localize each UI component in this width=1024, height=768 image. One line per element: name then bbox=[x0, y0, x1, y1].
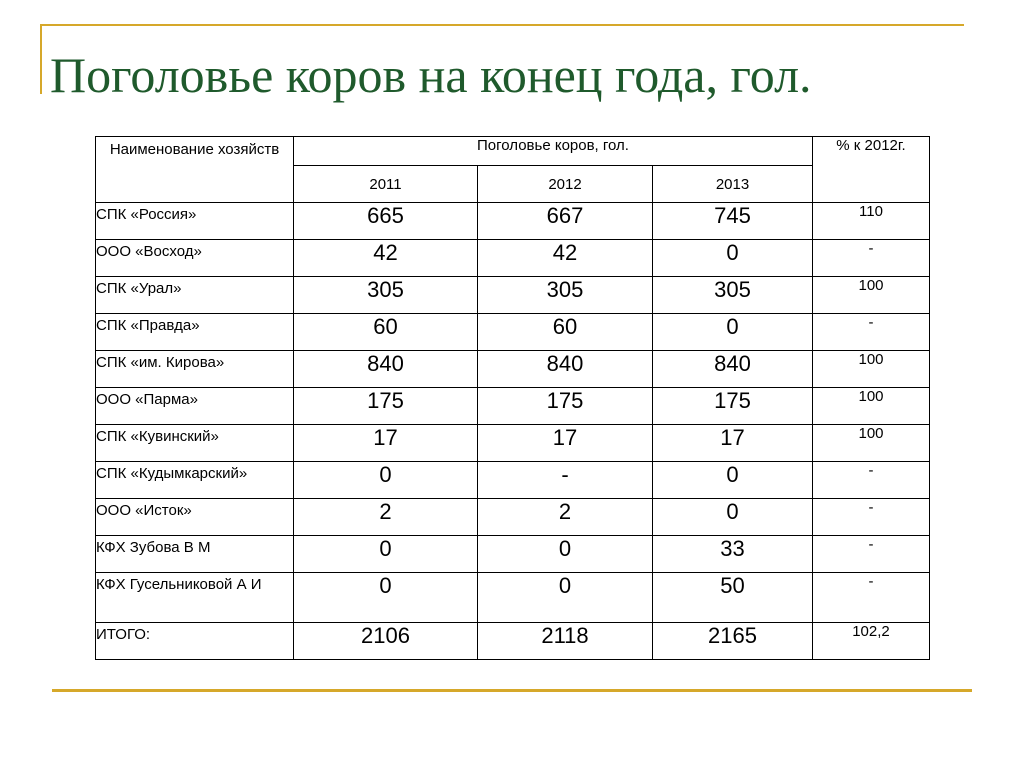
value-2011-cell: 0 bbox=[294, 462, 478, 499]
percent-cell: - bbox=[813, 536, 930, 573]
percent-cell: - bbox=[813, 573, 930, 623]
value-2013-cell: 17 bbox=[653, 425, 813, 462]
table-row bbox=[96, 240, 930, 277]
percent-cell: - bbox=[813, 462, 930, 499]
header-cattle-count: Поголовье коров, гол. bbox=[294, 137, 813, 166]
table-row bbox=[96, 277, 930, 314]
value-2011-cell: 840 bbox=[294, 351, 478, 388]
value-2013-cell: 0 bbox=[653, 499, 813, 536]
value-2013-cell: 305 bbox=[653, 277, 813, 314]
livestock-table bbox=[95, 136, 930, 660]
value-2012-cell: 42 bbox=[478, 240, 653, 277]
decorative-bottom-line bbox=[52, 689, 972, 692]
value-2013-cell: 33 bbox=[653, 536, 813, 573]
value-2011-cell: 60 bbox=[294, 314, 478, 351]
table-row bbox=[96, 425, 930, 462]
farm-name-cell: СПК «Урал» bbox=[96, 277, 294, 314]
percent-cell: 110 bbox=[813, 203, 930, 240]
farm-name-cell: КФХ Гусельниковой А И bbox=[96, 573, 294, 623]
value-2011-cell: 175 bbox=[294, 388, 478, 425]
value-2013-cell: 175 bbox=[653, 388, 813, 425]
farm-name-cell: КФХ Зубова В М bbox=[96, 536, 294, 573]
header-year-2011: 2011 bbox=[294, 166, 478, 203]
table-row bbox=[96, 462, 930, 499]
value-2013-cell: 840 bbox=[653, 351, 813, 388]
value-2012-cell: 667 bbox=[478, 203, 653, 240]
value-2011-cell: 42 bbox=[294, 240, 478, 277]
percent-cell: - bbox=[813, 499, 930, 536]
farm-name-cell: ООО «Исток» bbox=[96, 499, 294, 536]
value-2011-cell: 2 bbox=[294, 499, 478, 536]
value-2012-cell: 305 bbox=[478, 277, 653, 314]
percent-cell: 100 bbox=[813, 277, 930, 314]
header-percent-2012: % к 2012г. bbox=[813, 137, 930, 203]
value-2011-cell: 0 bbox=[294, 536, 478, 573]
value-2013-cell: 0 bbox=[653, 314, 813, 351]
farm-name-cell: СПК «Кувинский» bbox=[96, 425, 294, 462]
value-2011-cell: 0 bbox=[294, 573, 478, 623]
value-2013-cell: 0 bbox=[653, 240, 813, 277]
value-2012-cell: 0 bbox=[478, 536, 653, 573]
farm-name-cell: ООО «Восход» bbox=[96, 240, 294, 277]
value-2012-cell: 60 bbox=[478, 314, 653, 351]
farm-name-cell: СПК «Россия» bbox=[96, 203, 294, 240]
value-2011-cell: 665 bbox=[294, 203, 478, 240]
table-row bbox=[96, 351, 930, 388]
farm-name-cell: СПК «им. Кирова» bbox=[96, 351, 294, 388]
percent-cell: 100 bbox=[813, 351, 930, 388]
value-2011-cell: 17 bbox=[294, 425, 478, 462]
header-year-2013: 2013 bbox=[653, 166, 813, 203]
decorative-left-line bbox=[40, 24, 42, 94]
farm-name-cell: СПК «Кудымкарский» bbox=[96, 462, 294, 499]
table-row bbox=[96, 536, 930, 573]
header-farm-name: Наименование хозяйств bbox=[96, 137, 294, 203]
farm-name-cell: СПК «Правда» bbox=[96, 314, 294, 351]
percent-cell: - bbox=[813, 314, 930, 351]
table-row bbox=[96, 499, 930, 536]
percent-cell: 100 bbox=[813, 388, 930, 425]
percent-cell: 100 bbox=[813, 425, 930, 462]
value-2012-cell: 175 bbox=[478, 388, 653, 425]
table-row bbox=[96, 573, 930, 623]
table-row bbox=[96, 314, 930, 351]
table-row bbox=[96, 388, 930, 425]
table-row-total bbox=[96, 623, 930, 660]
value-2012-cell: 0 bbox=[478, 573, 653, 623]
value-2013-cell: 0 bbox=[653, 462, 813, 499]
total-2011-cell: 2106 bbox=[294, 623, 478, 660]
value-2011-cell: 305 bbox=[294, 277, 478, 314]
value-2012-cell: - bbox=[478, 462, 653, 499]
total-percent-cell: 102,2 bbox=[813, 623, 930, 660]
slide-title: Поголовье коров на конец года, гол. bbox=[50, 47, 812, 103]
total-2012-cell: 2118 bbox=[478, 623, 653, 660]
table-row bbox=[96, 203, 930, 240]
percent-cell: - bbox=[813, 240, 930, 277]
value-2013-cell: 50 bbox=[653, 573, 813, 623]
farm-name-cell: ООО «Парма» bbox=[96, 388, 294, 425]
decorative-top-line bbox=[40, 24, 964, 26]
value-2013-cell: 745 bbox=[653, 203, 813, 240]
header-year-2012: 2012 bbox=[478, 166, 653, 203]
value-2012-cell: 17 bbox=[478, 425, 653, 462]
value-2012-cell: 840 bbox=[478, 351, 653, 388]
value-2012-cell: 2 bbox=[478, 499, 653, 536]
total-label-cell: ИТОГО: bbox=[96, 623, 294, 660]
total-2013-cell: 2165 bbox=[653, 623, 813, 660]
